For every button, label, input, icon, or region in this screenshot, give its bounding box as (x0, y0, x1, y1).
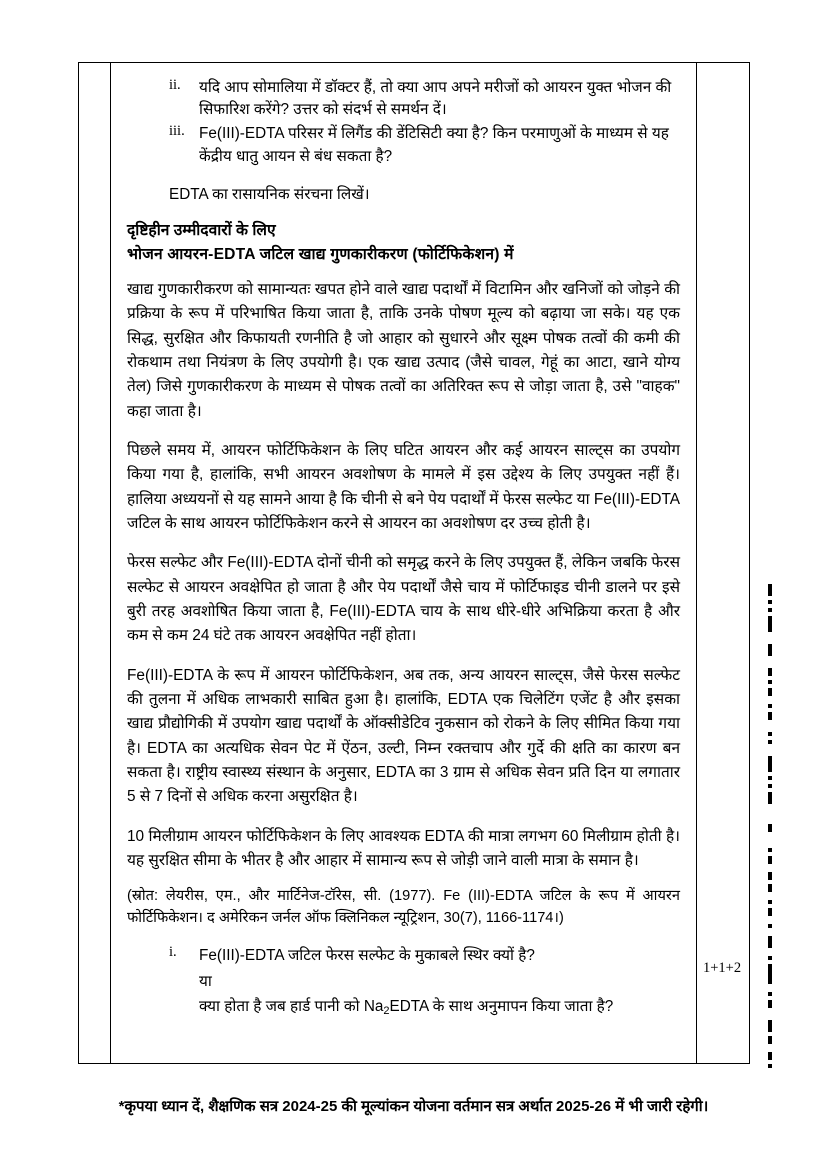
passage-source-citation: (स्रोत: लेयरीस, एम., और मार्टिनेज-टॉरेस, सी. (1977). Fe (III)-EDTA जटिल के रूप में आयरन फोर्टिफिकेशन। द अमेरिकन जर्नल ऑफ क्लिनिकल न्यूट्रिशन, 30(7), 1166-1174।) (127, 888, 680, 927)
bottom-question-line-3 (199, 995, 680, 1020)
question-table (78, 62, 750, 1064)
heading-blind-candidates: दृष्टिहीन उम्मीदवारों के लिए (127, 221, 276, 239)
roman-text-ii: यदि आप सोमालिया में डॉक्टर हैं, तो क्या आप अपने मरीजों को आयरन युक्त भोजन की सिफारिश करेंगे? उत्तर को संदर्भ से समर्थन दें। (199, 79, 672, 119)
passage-paragraph-3: फेरस सल्फेट और Fe(III)-EDTA दोनों चीनी को समृद्ध करने के लिए उपयुक्त हैं, लेकिन जबकि फेरस सल्फेट से आयरन अवक्षेपित हो जाता है और पेय पदार्थों जैसे चाय में फोर्टिफाइड चीनी डालने पर इसे बुरी तरह अवशोषित किया जाता है, Fe(III)-EDTA चाय के साथ धीरे-धीरे अभिक्रिया करता है और कम से कम 24 घंटे तक आयरन अवक्षेपित नहीं होता। (127, 554, 680, 645)
list-item (127, 77, 680, 121)
bottom-question-line-3-part2: EDTA के साथ अनुमापन किया जाता है? (389, 998, 614, 1016)
edta-structure-instruction: EDTA का रासायनिक संरचना लिखें। (169, 185, 370, 203)
bottom-question-line-3-part1: क्या होता है जब हार्ड पानी को Na (199, 998, 384, 1016)
question-number-column (79, 63, 111, 1063)
passage-paragraph-2: पिछले समय में, आयरन फोर्टिफिकेशन के लिए घटित आयरन और कई आयरन साल्ट्स का उपयोग किया गया है, हालांकि, सभी आयरन अवशोषण के मामले में इस उद्देश्य के लिए उपयुक्त नहीं हैं। हालिया अध्ययनों से यह सामने आया है कि चीनी से बने पेय पदार्थों में फेरस सल्फेट या Fe(III)-EDTA जटिल के साथ आयरन फोर्टिफिकेशन करने से आयरन का अवशोषण दर उच्च होती है। (127, 441, 680, 532)
roman-question-list (127, 77, 680, 168)
heading-topic: भोजन आयरन-EDTA जटिल खाद्य गुणकारीकरण (फोर्टिफिकेशन) में (127, 245, 514, 263)
bottom-question (127, 944, 680, 1022)
subscript-two: 2 (383, 1005, 390, 1018)
bottom-question-or: या (199, 972, 212, 990)
qr-code-grid (768, 584, 812, 628)
qr-code-icon (768, 584, 812, 628)
bottom-question-line-1: Fe(III)-EDTA जटिल फेरस सल्फेट के मुकाबले स्थिर क्यों है? (199, 946, 535, 964)
roman-label-ii: ii. (169, 77, 181, 93)
passage-paragraph-4: Fe(III)-EDTA के रूप में आयरन फोर्टिफिकेशन, अब तक, अन्य आयरन साल्ट्स, जैसे फेरस सल्फेट की तुलना में अधिक लाभकारी साबित हुआ है। हालांकि, EDTA एक चिलेटिंग एजेंट है और इसका खाद्य प्रौद्योगिकी में उपयोग खाद्य पदार्थों के ऑक्सीडेटिव नुकसान को रोकने के लिए सीमित किया गया है। EDTA का अत्यधिक सेवन पेट में ऐंठन, उल्टी, निम्न रक्तचाप और गुर्दे की क्षति का कारण बन सकता है। राष्ट्रीय स्वास्थ्य संस्थान के अनुसार, EDTA का 3 ग्राम से अधिक सेवन प्रति दिन या लगातार 5 से 7 दिनों से अधिक करना असुरक्षित है। (127, 666, 680, 806)
roman-label-iii: iii. (169, 123, 185, 140)
question-content-column (111, 63, 697, 1063)
passage-paragraph-1: खाद्य गुणकारीकरण को सामान्यतः खपत होने वाले खाद्य पदार्थों में विटामिन और खनिजों को जोड़ने की प्रक्रिया के रूप में परिभाषित किया जाता है, ताकि उनके पोषण मूल्य को बढ़ाया जा सके। यह एक सिद्ध, सुरक्षित और किफायती रणनीति है जो आहार को सुधारने और सूक्ष्म पोषक तत्वों की कमी की रोकथाम तथा नियंत्रण के लिए उपयोगी है। एक खाद्य उत्पाद (जैसे चावल, गेहूं का आटा, खाने योग्य तेल) जिसे गुणकारीकरण के माध्यम से पोषक तत्वों का अतिरिक्त रूप से जोड़ा जाता है, उसे "वाहक" कहा जाता है। (127, 280, 680, 420)
bottom-question-label: i. (169, 943, 177, 960)
marks-column (697, 63, 749, 1063)
roman-text-iii: Fe(III)-EDTA परिसर में लिगैंड की डेंटिसिटी क्या है? किन परमाणुओं के माध्यम से यह केंद्रीय धातु आयन से बंध सकता है? (199, 125, 669, 165)
list-item (127, 123, 680, 167)
bottom-question-body (199, 944, 680, 1022)
marks-value: 1+1+2 (703, 959, 742, 976)
footer-note: *कृपया ध्यान दें, शैक्षणिक सत्र 2024-25 की मूल्यांकन योजना वर्तमान सत्र अर्थात 2025-26 में भी जारी रहेगी। (118, 1098, 709, 1115)
passage-paragraph-5: 10 मिलीग्राम आयरन फोर्टिफिकेशन के लिए आवश्यक EDTA की मात्रा लगभग 60 मिलीग्राम होती है। यह सुरक्षित सीमा के भीतर है और आहार में सामान्य रूप से जोड़ी जाने वाली मात्रा के समान है। (127, 827, 680, 869)
